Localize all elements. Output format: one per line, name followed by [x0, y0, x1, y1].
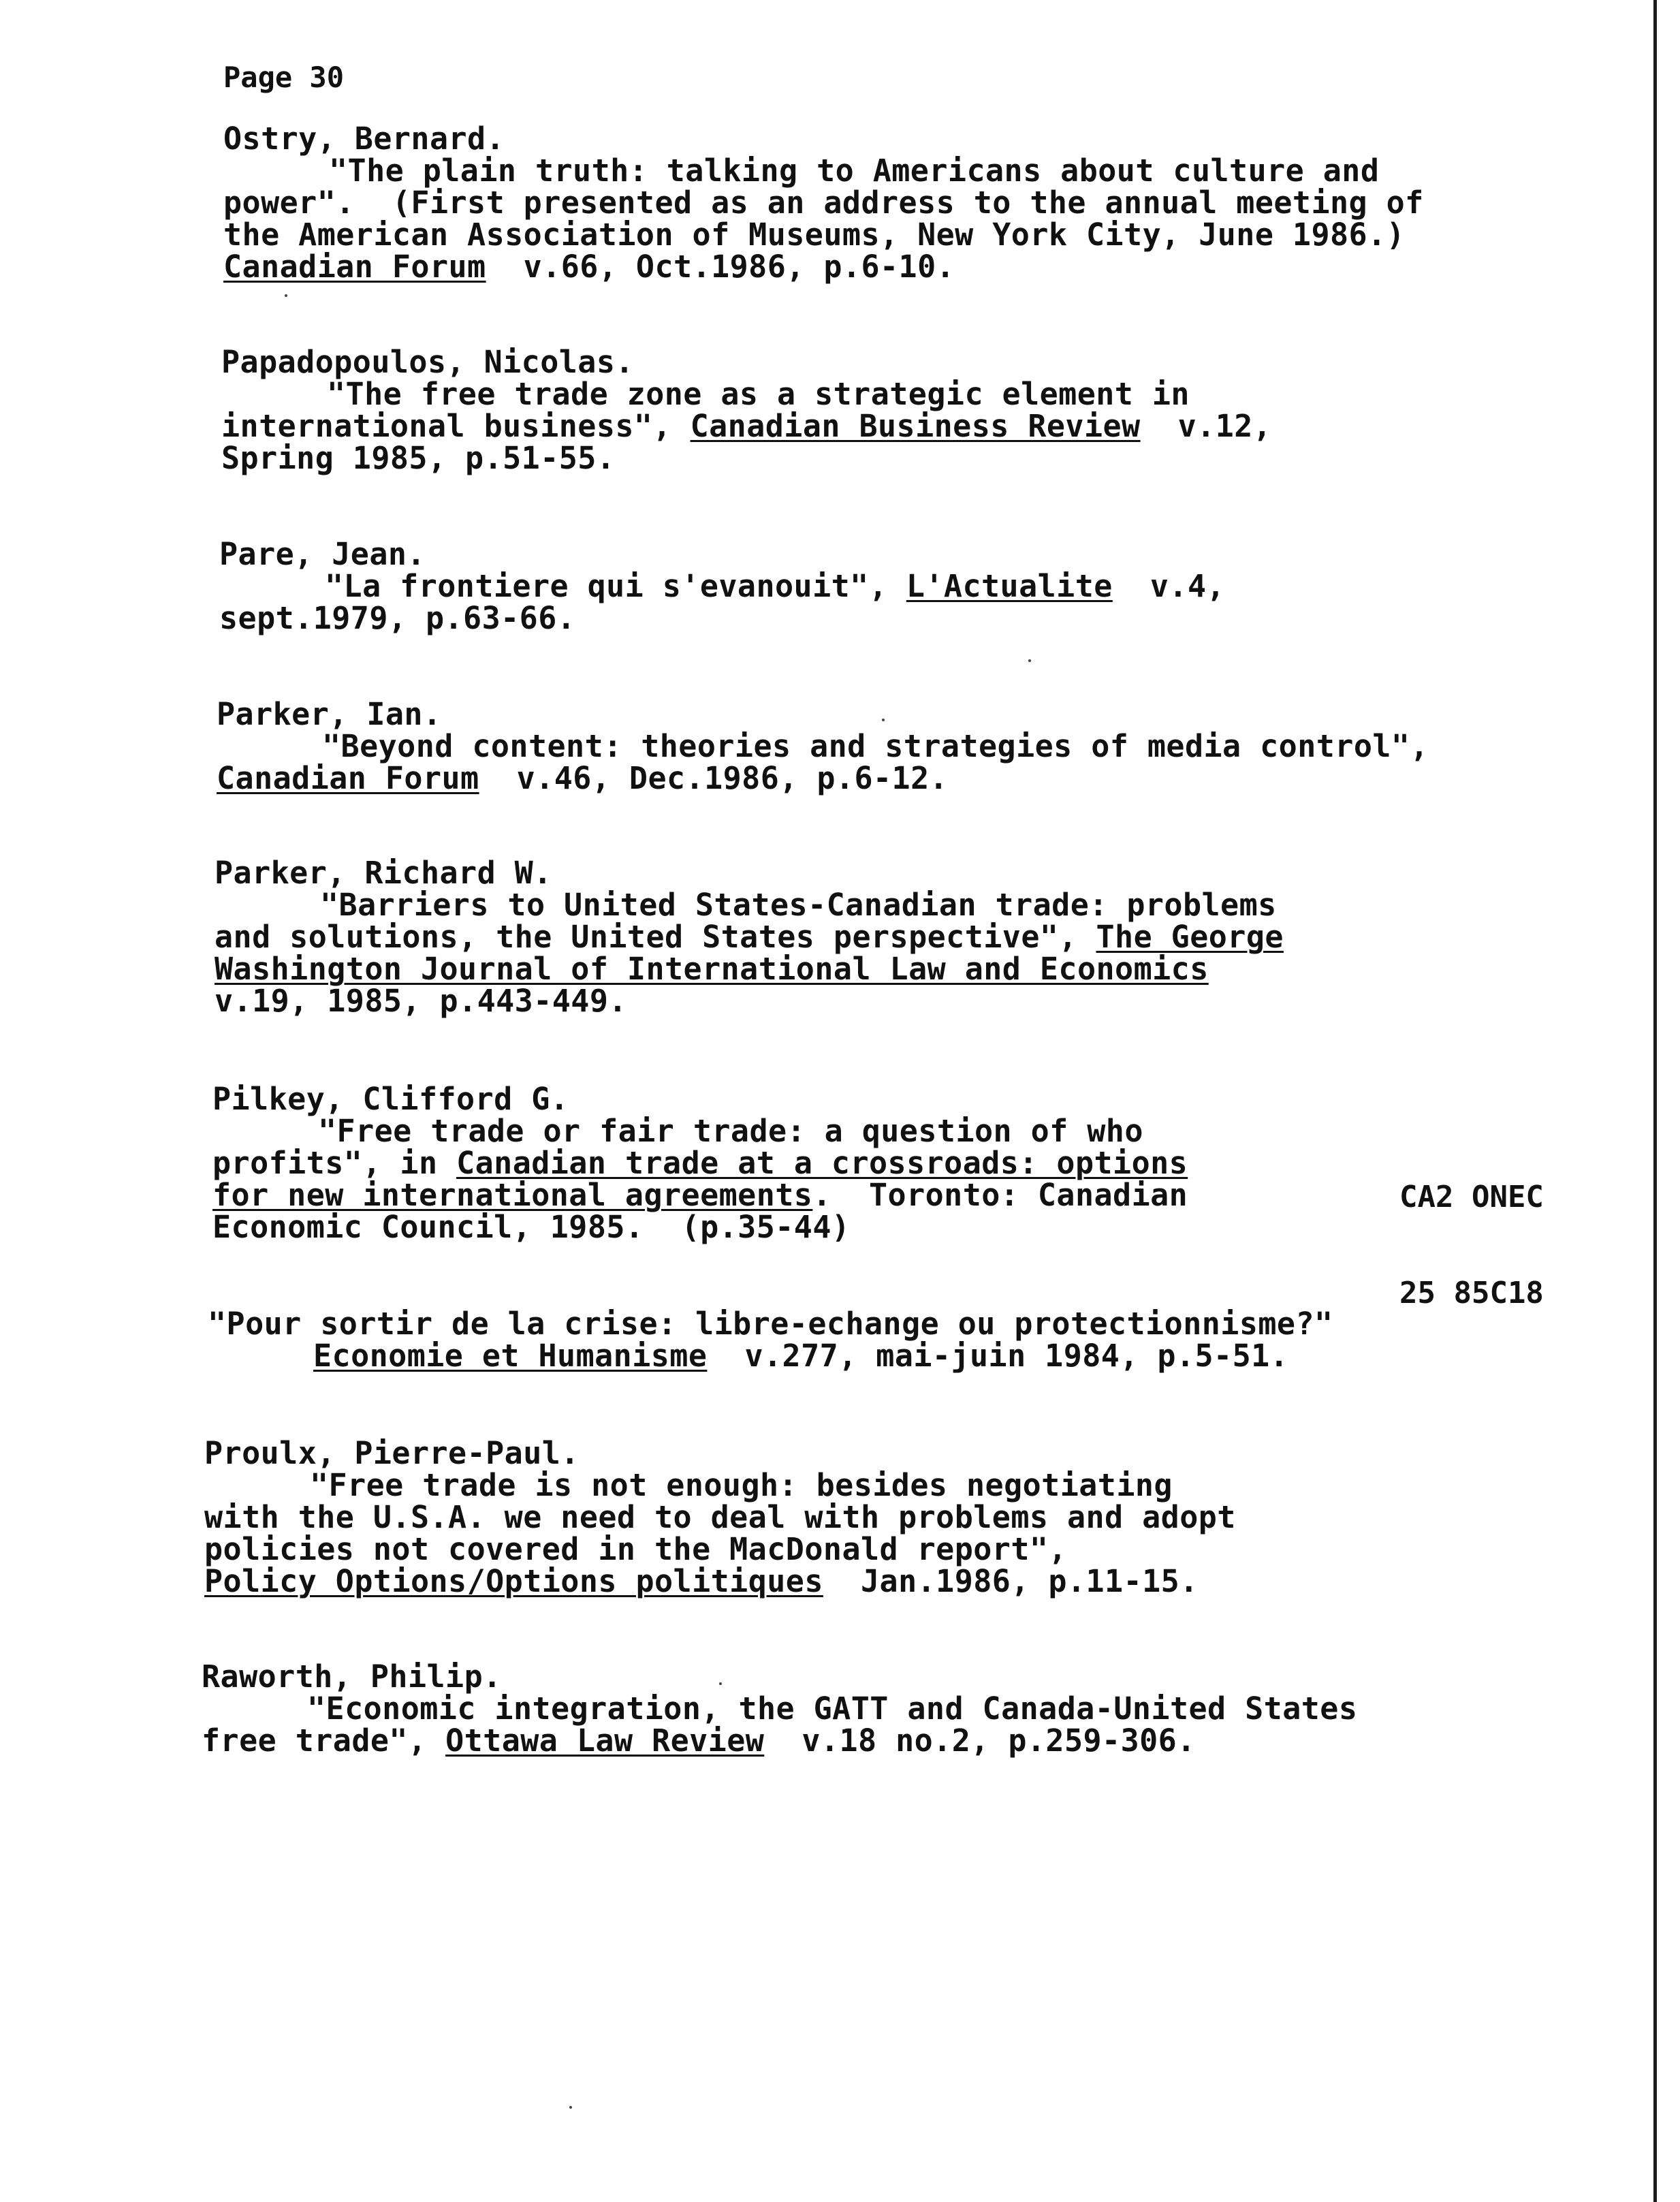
- entry-text-line: v.19, 1985, p.443-449.: [215, 983, 627, 1019]
- entry-citation-line: [223, 251, 1424, 283]
- entry-text-line: "Beyond content: theories and strategies of media control",: [322, 728, 1429, 764]
- entry-text: and solutions, the United States perspective",: [215, 919, 1096, 955]
- journal-title: Washington Journal of International Law and Economics: [215, 951, 1209, 987]
- entry-citation-line: [202, 1725, 1357, 1757]
- citation-details: v.277, mai-juin 1984, p.5-51.: [707, 1338, 1289, 1374]
- entry-text: profits", in: [212, 1145, 457, 1181]
- entry-text-line: the American Association of Museums, New York City, June 1986.): [223, 217, 1406, 253]
- book-title: Canadian trade at a crossroads: options: [456, 1145, 1188, 1181]
- journal-title: Canadian Forum: [223, 249, 486, 285]
- citation-details: v.4,: [1112, 568, 1226, 604]
- call-number-line: CA2 ONEC: [1399, 1180, 1544, 1214]
- entry-author: Pilkey, Clifford G.: [212, 1081, 569, 1117]
- call-number: [1399, 1117, 1544, 1373]
- entry-text-line: power". (First presented as an address to the annual meeting of: [223, 185, 1424, 221]
- citation-details: v.46, Dec.1986, p.6-12.: [479, 760, 949, 796]
- entry-proulx: [204, 1437, 1236, 1597]
- entry-pilkey: [212, 1083, 1188, 1243]
- entry-author: Parker, Richard W.: [215, 855, 552, 891]
- entry-text-line: "Free trade is not enough: besides negotiating: [310, 1467, 1173, 1503]
- journal-title: Policy Options/Options politiques: [204, 1563, 823, 1599]
- entry-citation-line: [219, 570, 1225, 602]
- entry-text-line: "Free trade or fair trade: a question of who: [318, 1113, 1143, 1149]
- entry-parker-ian: [217, 698, 1429, 794]
- entry-text: free trade",: [202, 1723, 446, 1759]
- call-number-line: 25 85C18: [1399, 1276, 1544, 1310]
- journal-title: Economie et Humanisme: [313, 1338, 708, 1374]
- journal-title: Canadian Business Review: [690, 408, 1141, 444]
- entry-pour-sortir: [208, 1308, 1333, 1372]
- entry-title-line: "Pour sortir de la crise: libre-echange ou protectionnisme?": [208, 1306, 1333, 1342]
- entry-citation-line: [221, 410, 1271, 442]
- citation-details: Jan.1986, p.11-15.: [823, 1563, 1199, 1599]
- entry-citation-line: [215, 921, 1284, 953]
- entry-author: Papadopoulos, Nicolas.: [221, 344, 634, 380]
- entry-parker-richard: [215, 857, 1284, 1017]
- scan-speck: [1028, 659, 1031, 662]
- scan-speck: [569, 2106, 572, 2109]
- citation-details: v.18 no.2, p.259-306.: [764, 1723, 1196, 1759]
- entry-text-line: "Economic integration, the GATT and Canada-United States: [307, 1690, 1358, 1727]
- entry-text-line: Economic Council, 1985. (p.35-44): [212, 1209, 851, 1245]
- entry-citation-line: [212, 1147, 1188, 1179]
- journal-title: The George: [1096, 919, 1284, 955]
- entry-papadopoulos: [221, 346, 1271, 474]
- entry-author: Parker, Ian.: [217, 696, 442, 732]
- entry-author: Proulx, Pierre-Paul.: [204, 1435, 580, 1471]
- entry-text: international business",: [221, 408, 691, 444]
- entry-pare: [219, 538, 1225, 634]
- entry-author: Raworth, Philip.: [202, 1658, 502, 1695]
- entry-citation-line: [212, 1179, 1188, 1211]
- entry-author: Ostry, Bernard.: [223, 121, 505, 157]
- book-title: for new international agreements: [212, 1177, 813, 1213]
- entry-text-line: policies not covered in the MacDonald report",: [204, 1531, 1067, 1567]
- citation-details: . Toronto: Canadian: [812, 1177, 1188, 1213]
- journal-title: Canadian Forum: [217, 760, 479, 796]
- entry-author: Pare, Jean.: [219, 536, 426, 572]
- citation-details: v.66, Oct.1986, p.6-10.: [486, 249, 955, 285]
- journal-title: L'Actualite: [906, 568, 1113, 604]
- entry-text-line: "The free trade zone as a strategic element in: [327, 376, 1190, 412]
- entry-text-line: with the U.S.A. we need to deal with problems and adopt: [204, 1499, 1236, 1535]
- journal-title: Ottawa Law Review: [445, 1723, 765, 1759]
- entry-raworth: [202, 1658, 1358, 1759]
- entry-text-line: "Barriers to United States-Canadian trade: problems: [320, 887, 1277, 923]
- entry-ostry: [223, 123, 1424, 283]
- citation-details: v.12,: [1140, 408, 1272, 444]
- entry-citation-line: [215, 953, 1284, 985]
- scan-speck: [719, 1682, 722, 1685]
- entry-text: "La frontiere qui s'evanouit",: [325, 568, 906, 604]
- scan-speck: [285, 294, 287, 297]
- scan-edge-line: [1653, 0, 1657, 2202]
- entry-citation-line: [208, 1340, 1333, 1372]
- scan-speck: [882, 719, 885, 721]
- entry-text-line: Spring 1985, p.51-55.: [221, 440, 616, 476]
- entry-citation-line: [204, 1565, 1236, 1597]
- entry-text-line: "The plain truth: talking to Americans about culture and: [329, 153, 1380, 189]
- entry-citation-line: [217, 762, 1429, 794]
- entry-text-line: sept.1979, p.63-66.: [219, 600, 576, 636]
- page-number: Page 30: [223, 61, 345, 94]
